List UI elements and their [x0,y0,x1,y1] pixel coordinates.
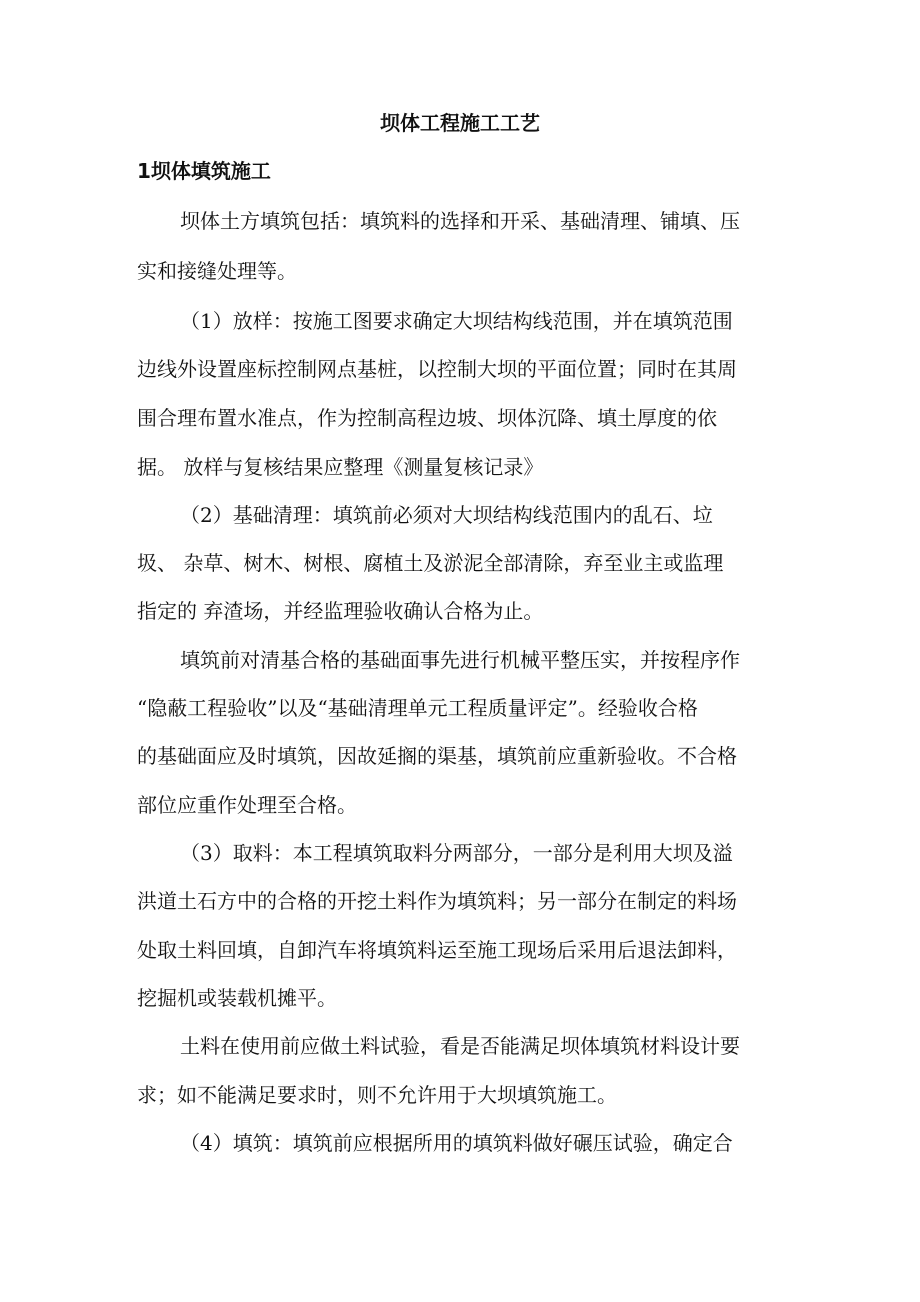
paragraph-line: 填筑前对清基合格的基础面事先进行机械平整压实，并按程序作 [180,648,740,672]
section-heading: 1坝体填筑施工 [137,159,271,183]
document-title: 坝体工程施工工艺 [380,111,540,135]
paragraph-line: （4）填筑：填筑前应根据所用的填筑料做好碾压试验，确定合 [180,1131,733,1155]
paragraph-line: 实和接缝处理等。 [137,259,297,283]
paragraph-line: 据。 放样与复核结果应整理《测量复核记录》 [137,455,544,479]
paragraph-line: 圾、 杂草、树木、树根、腐植土及淤泥全部清除，弃至业主或监理 [137,551,724,575]
paragraph-line: （2）基础清理：填筑前必须对大坝结构线范围内的乱石、垃 [180,503,713,527]
paragraph-line: 边线外设置座标控制网点基桩，以控制大坝的平面位置；同时在其周 [137,357,737,381]
paragraph-line: 指定的 弃渣场，并经监理验收确认合格为止。 [137,599,544,623]
paragraph-line: 挖掘机或装载机摊平。 [137,986,337,1010]
paragraph-line: 求；如不能满足要求时，则不允许用于大坝填筑施工。 [137,1083,617,1107]
paragraph-line: 围合理布置水准点，作为控制高程边坡、坝体沉降、填土厚度的依 [137,406,717,430]
paragraph-line: “隐蔽工程验收”以及“基础清理单元工程质量评定”。经验收合格 [137,696,698,720]
paragraph-line: 的基础面应及时填筑，因故延搁的渠基，填筑前应重新验收。不合格 [137,744,737,768]
paragraph-line: 处取土料回填，自卸汽车将填筑料运至施工现场后采用后退法卸料， [137,938,737,962]
paragraph-line: （1）放样：按施工图要求确定大坝结构线范围，并在填筑范围 [180,309,733,333]
paragraph-line: 洪道土石方中的合格的开挖土料作为填筑料；另一部分在制定的料场 [137,889,737,913]
paragraph-line: 坝体土方填筑包括：填筑料的选择和开采、基础清理、铺填、压 [180,209,740,233]
paragraph-line: 部位应重作处理至合格。 [137,793,357,817]
paragraph-line: 土料在使用前应做土料试验，看是否能满足坝体填筑材料设计要 [180,1034,740,1058]
paragraph-line: （3）取料：本工程填筑取料分两部分，一部分是利用大坝及溢 [180,841,733,865]
